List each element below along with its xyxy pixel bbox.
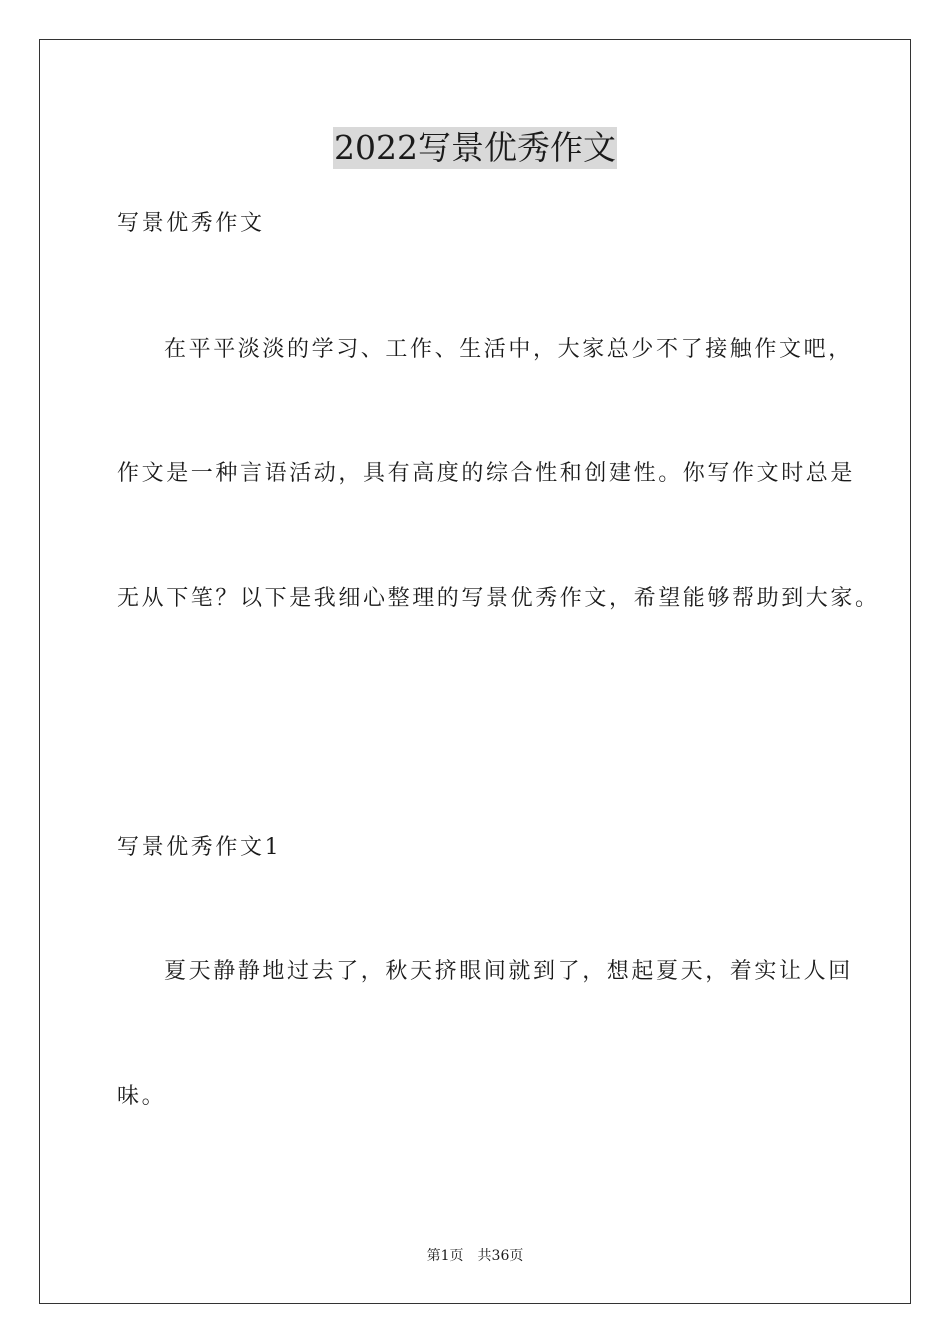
intro-line-1: 在平平淡淡的学习、工作、生活中，大家总少不了接触作文吧， xyxy=(164,337,853,362)
section-heading: 写景优秀作文1 xyxy=(117,835,282,860)
section-line-2: 味。 xyxy=(117,1084,167,1109)
intro-line-3: 无从下笔？以下是我细心整理的写景优秀作文，希望能够帮助到大家。 xyxy=(117,586,880,611)
page-number-current: 第1页 xyxy=(426,1248,464,1264)
page-number-total: 共36页 xyxy=(477,1248,524,1264)
intro-line-2: 作文是一种言语活动，具有高度的综合性和创建性。你写作文时总是 xyxy=(117,461,856,486)
title-container xyxy=(0,127,950,169)
document-title: 2022写景优秀作文 xyxy=(334,128,616,167)
page-footer xyxy=(0,1246,950,1266)
subtitle-line: 写景优秀作文 xyxy=(117,211,265,236)
section-line-1: 夏天静静地过去了，秋天挤眼间就到了，想起夏天，着实让人回 xyxy=(164,959,853,984)
